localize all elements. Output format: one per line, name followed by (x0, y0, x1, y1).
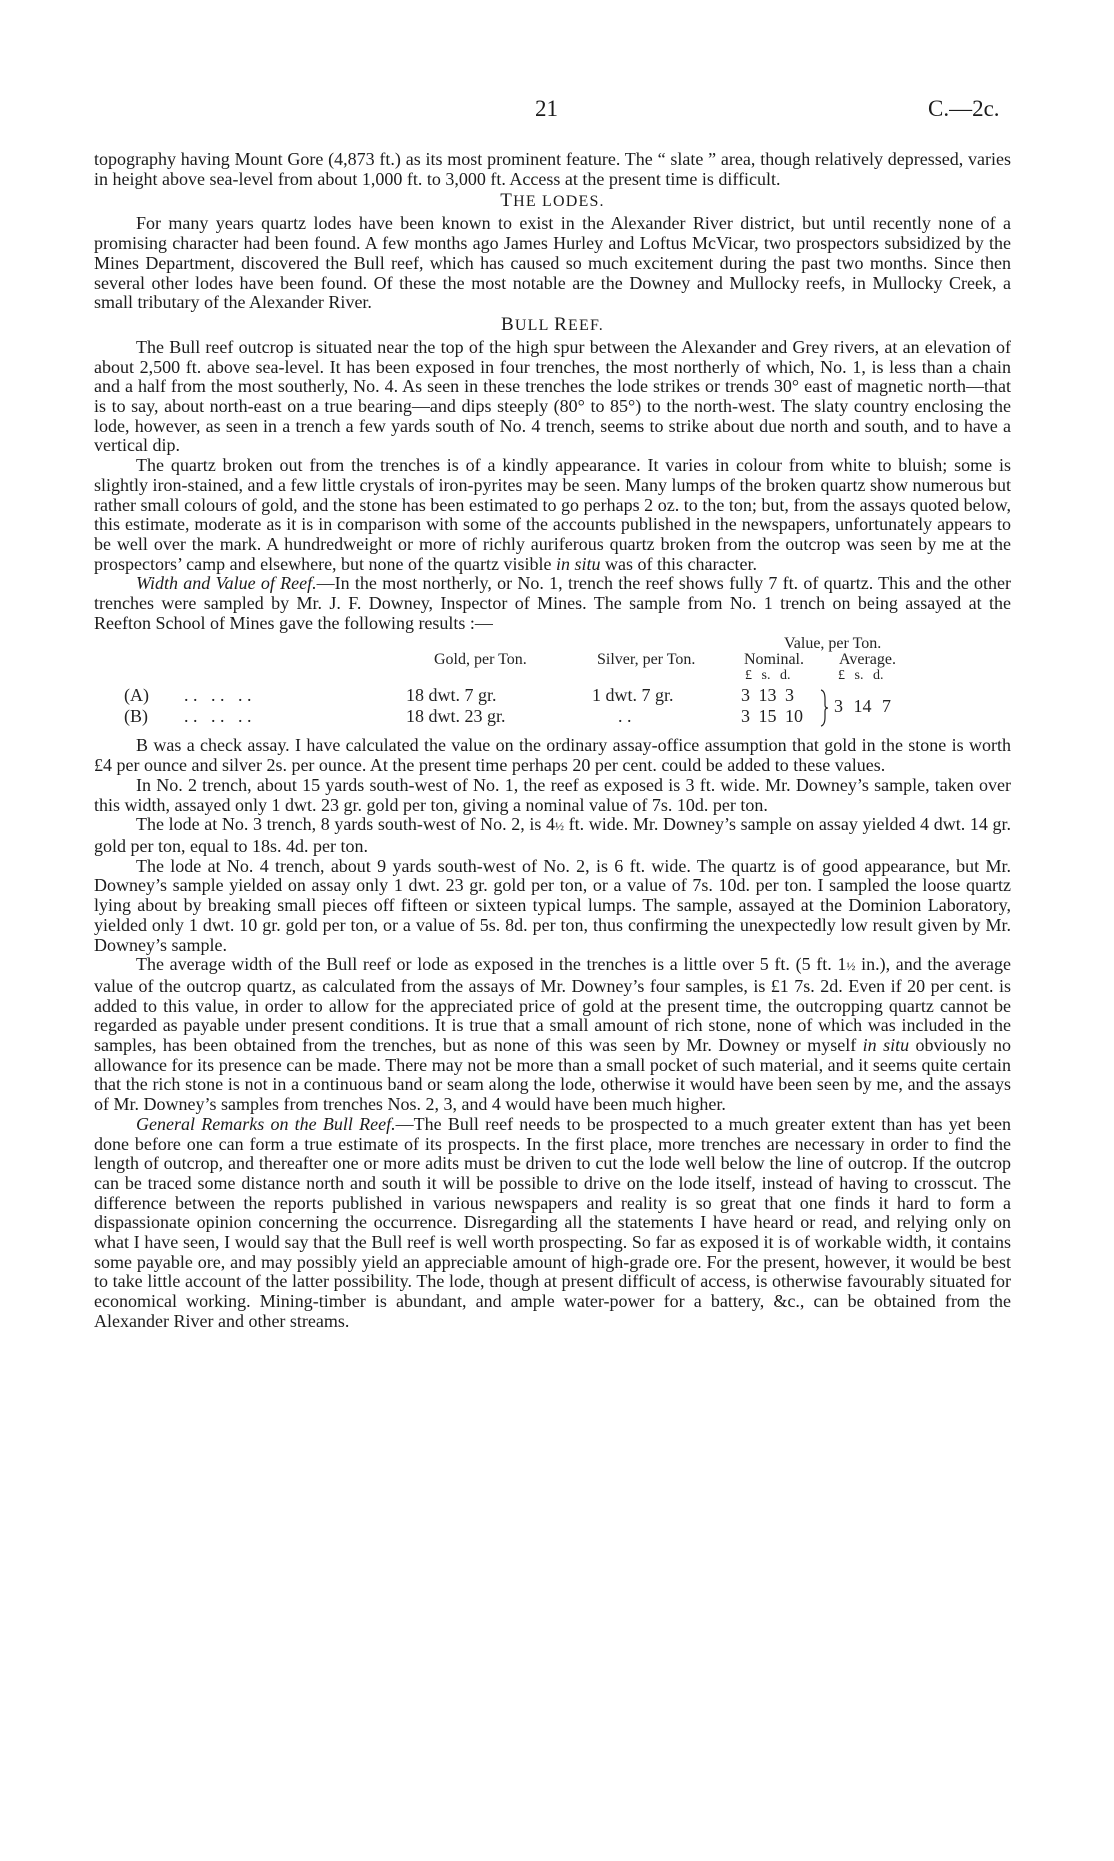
text-run: in.), and the average value of the outcrop quartz, as calculated from the assays of Mr. Downey’s four samples, is £1 7s. 2d. Even if 20 per cent. is added to this value, in order to allow for the appreciated price of gold at the present time, the outcropping quartz cannot be regarded as payable under present conditions. It is true that a small amount of rich stone, none of which was included in the samples, has been obtained from the trenches, but as none of this was seen by Mr. Downey or myself (94, 954, 1011, 1056)
heading-initial: R (554, 313, 569, 335)
text-run: —In the most northerly, or No. 1, trench the reef shows fully 7 ft. of quartz. This and the other trenches were sampled by Mr. J. F. Downey, Inspector of Mines. The sample from No. 1 trench on being assayed at the Reefton School of Mines gave the following results :— (94, 573, 1011, 633)
row-b-leaders: . . . . . . (184, 706, 252, 727)
heading-rest: ULL (514, 316, 549, 334)
italic-term: in situ (556, 553, 601, 574)
trench-3-paragraph (94, 815, 1011, 856)
row-b-silver: . . (618, 706, 632, 727)
run-in-heading: General Remarks on the Bull Reef. (136, 1113, 396, 1134)
heading-initial: B (500, 313, 515, 335)
italic-term: in situ (862, 1035, 910, 1056)
text-run: ft. wide. Mr. Downey’s sample on assay yielded 4 dwt. 14 gr. gold per ton, equal to 18s. 4d. per ton. (94, 814, 1011, 856)
intro-paragraph: topography having Mount Gore (4,873 ft.) as its most prominent feature. The “ slate ” area, though relatively depressed, varies in height above sea-level from about 1,000 ft. to 3,000 ft. Access at the present time is difficult. (94, 149, 1011, 189)
page-number: 21 (535, 96, 558, 121)
text-run: —The Bull reef needs to be prospected to a much greater extent than has yet been done before one can form a true estimate of its prospects. In the first place, more trenches are necessary in order to find the length of outcrop, and thereafter one or more adits must be driven to cut the lode well below the line of outcrop. If the outcrop can be traced some distance north and south it will be possible to drive on the lode itself, instead of having to crosscut. The difference between the reports published in various newspapers and reality is so great that one finds it hard to form a dispassionate opinion concerning the occurrence. Disregarding all the statements I have heard or read, and relying only on what I have seen, I would say that the Bull reef is well worth prospecting. So far as exposed it is of workable width, it contains some payable ore, and may possibly yield an appreciable amount of high-grade ore. For the present, however, it would be best to take little account of the latter possibility. The lode, though at present difficult of access, is otherwise favourably situated for economical working. Mining-timber is abundant, and ample water-power for a battery, &c., can be obtained from the Alexander River and other streams. (94, 1113, 1011, 1331)
silver-column-header: Silver, per Ton. (597, 651, 696, 669)
page-body (94, 150, 1011, 1332)
run-in-heading: Width and Value of Reef. (136, 573, 317, 594)
text-run: was of this character. (600, 553, 757, 574)
fraction: ½ (555, 819, 565, 834)
gold-column-header: Gold, per Ton. (434, 651, 527, 669)
heading-the-lodes (94, 190, 1011, 212)
row-b-gold: 18 dwt. 23 gr. (406, 706, 506, 727)
row-b-nominal: 3 15 10 (741, 706, 803, 727)
text-run: The lode at No. 3 trench, 8 yards south-west of No. 2, is 4 (136, 814, 556, 835)
width-value-paragraph (94, 574, 1011, 633)
row-a-gold: 18 dwt. 7 gr. (406, 685, 497, 706)
bull-reef-paragraph-2 (94, 456, 1011, 574)
assay-table (94, 633, 1011, 736)
text-run: The quartz broken out from the trenches is of a kindly appearance. It varies in colour from white to bluish; some is slightly iron-stained, and a few little crystals of iron-pyrites may be seen. Many lumps of the broken quartz show numerous but rather small colours of gold, and the stone has been estimated to go perhaps 2 oz. to the ton; but, from the assays quoted below, this estimate, moderate as it is in comparison with some of the accounts published in the newspapers, unfortunately appears to be well over the mark. A hundredweight or more of richly auriferous quartz broken from the outcrop was seen by me at the prospectors’ camp and elsewhere, but none of the quartz visible (94, 455, 1011, 574)
row-a-nominal: 3 13 3 (741, 685, 794, 706)
lodes-paragraph: For many years quartz lodes have been known to exist in the Alexander River district, but until recently none of a promising character had been found. A few months ago James Hurley and Loftus McVicar, two prospectors subsidized by the Mines Department, discovered the Bull reef, which has caused so much excitement during the past two months. Since then several other lodes have been found. Of these the most notable are the Downey and Mullocky reefs, in Mullocky Creek, a small tributary of the Alexander River. (94, 213, 1011, 313)
heading-initial: T (500, 190, 514, 212)
trench-4-paragraph: The lode at No. 4 trench, about 9 yards south-west of No. 2, is 6 ft. wide. The quartz is of good appearance, but Mr. Downey’s sample yielded on assay only 1 dwt. 23 gr. gold per ton, or a value of 7s. 10d. per ton. I sampled the loose quartz lying about by breaking small pieces off fifteen or sixteen typical lumps. The sample, assayed at the Dominion Laboratory, yielded only 1 dwt. 10 gr. gold per ton, or a value of 5s. 8d. per ton, thus confirming the unexpectedly low result given by Mr. Downey’s sample. (94, 855, 1011, 955)
heading-rest: EEF. (568, 316, 605, 334)
row-a-silver: 1 dwt. 7 gr. (592, 685, 674, 706)
brace-icon (820, 689, 828, 727)
trench-2-paragraph: In No. 2 trench, about 15 yards south-west of No. 1, the reef as exposed is 3 ft. wide. Mr. Downey’s sample, taken over this width, assayed only 1 dwt. 23 gr. gold per ton, giving a nominal value of 7s. 10d. per ton. (94, 774, 1011, 815)
heading-bull-reef (94, 314, 1011, 336)
row-b-label: (B) (124, 706, 148, 727)
average-column-header: Average. (839, 651, 896, 669)
fraction: ½ (846, 959, 856, 974)
report-code: C.—2c. (928, 96, 1000, 121)
nominal-units: £ s. d. (745, 668, 791, 684)
nominal-column-header: Nominal. (744, 651, 804, 669)
average-value: 3 14 7 (834, 696, 891, 717)
text-run: The average width of the Bull reef or lode as exposed in the trenches is a little over 5 ft. (5 ft. 1 (136, 954, 847, 975)
average-width-paragraph (94, 955, 1011, 1115)
average-units: £ s. d. (838, 668, 884, 684)
row-a-leaders: . . . . . . (184, 685, 252, 706)
check-assay-paragraph: B was a check assay. I have calculated the value on the ordinary assay-office assumption that gold in the stone is worth £4 per ounce and silver 2s. per ounce. At the present time perhaps 20 per cent. could be added to these values. (94, 735, 1011, 776)
value-group-header: Value, per Ton. (784, 635, 882, 653)
row-a-label: (A) (124, 685, 149, 706)
heading-rest: HE LODES. (513, 193, 605, 211)
general-remarks-paragraph (94, 1115, 1011, 1332)
bull-reef-paragraph-1: The Bull reef outcrop is situated near the top of the high spur between the Alexander and Grey rivers, at an elevation of about 2,500 ft. above sea-level. It has been exposed in four trenches, the most northerly of which, No. 1, is less than a chain and a half from the most southerly, No. 4. As seen in these trenches the lode strikes or trends 30° east of magnetic north—that is to say, about north-east on a true bearing—and dips steeply (80° to 85°) to the north-west. The slaty country enclosing the lode, however, as seen in a trench a few yards south of No. 4 trench, seems to strike about due north and south, and to have a vertical dip. (94, 336, 1011, 456)
text-run: obviously no allowance for its presence can be made. There may not be more than a small pocket of such material, and it seems quite certain that the rich stone is not in a continuous band or seam along the lode, otherwise it would have been seen by me, and the assays of Mr. Downey’s samples from trenches Nos. 2, 3, and 4 would have been much higher. (94, 1035, 1011, 1115)
